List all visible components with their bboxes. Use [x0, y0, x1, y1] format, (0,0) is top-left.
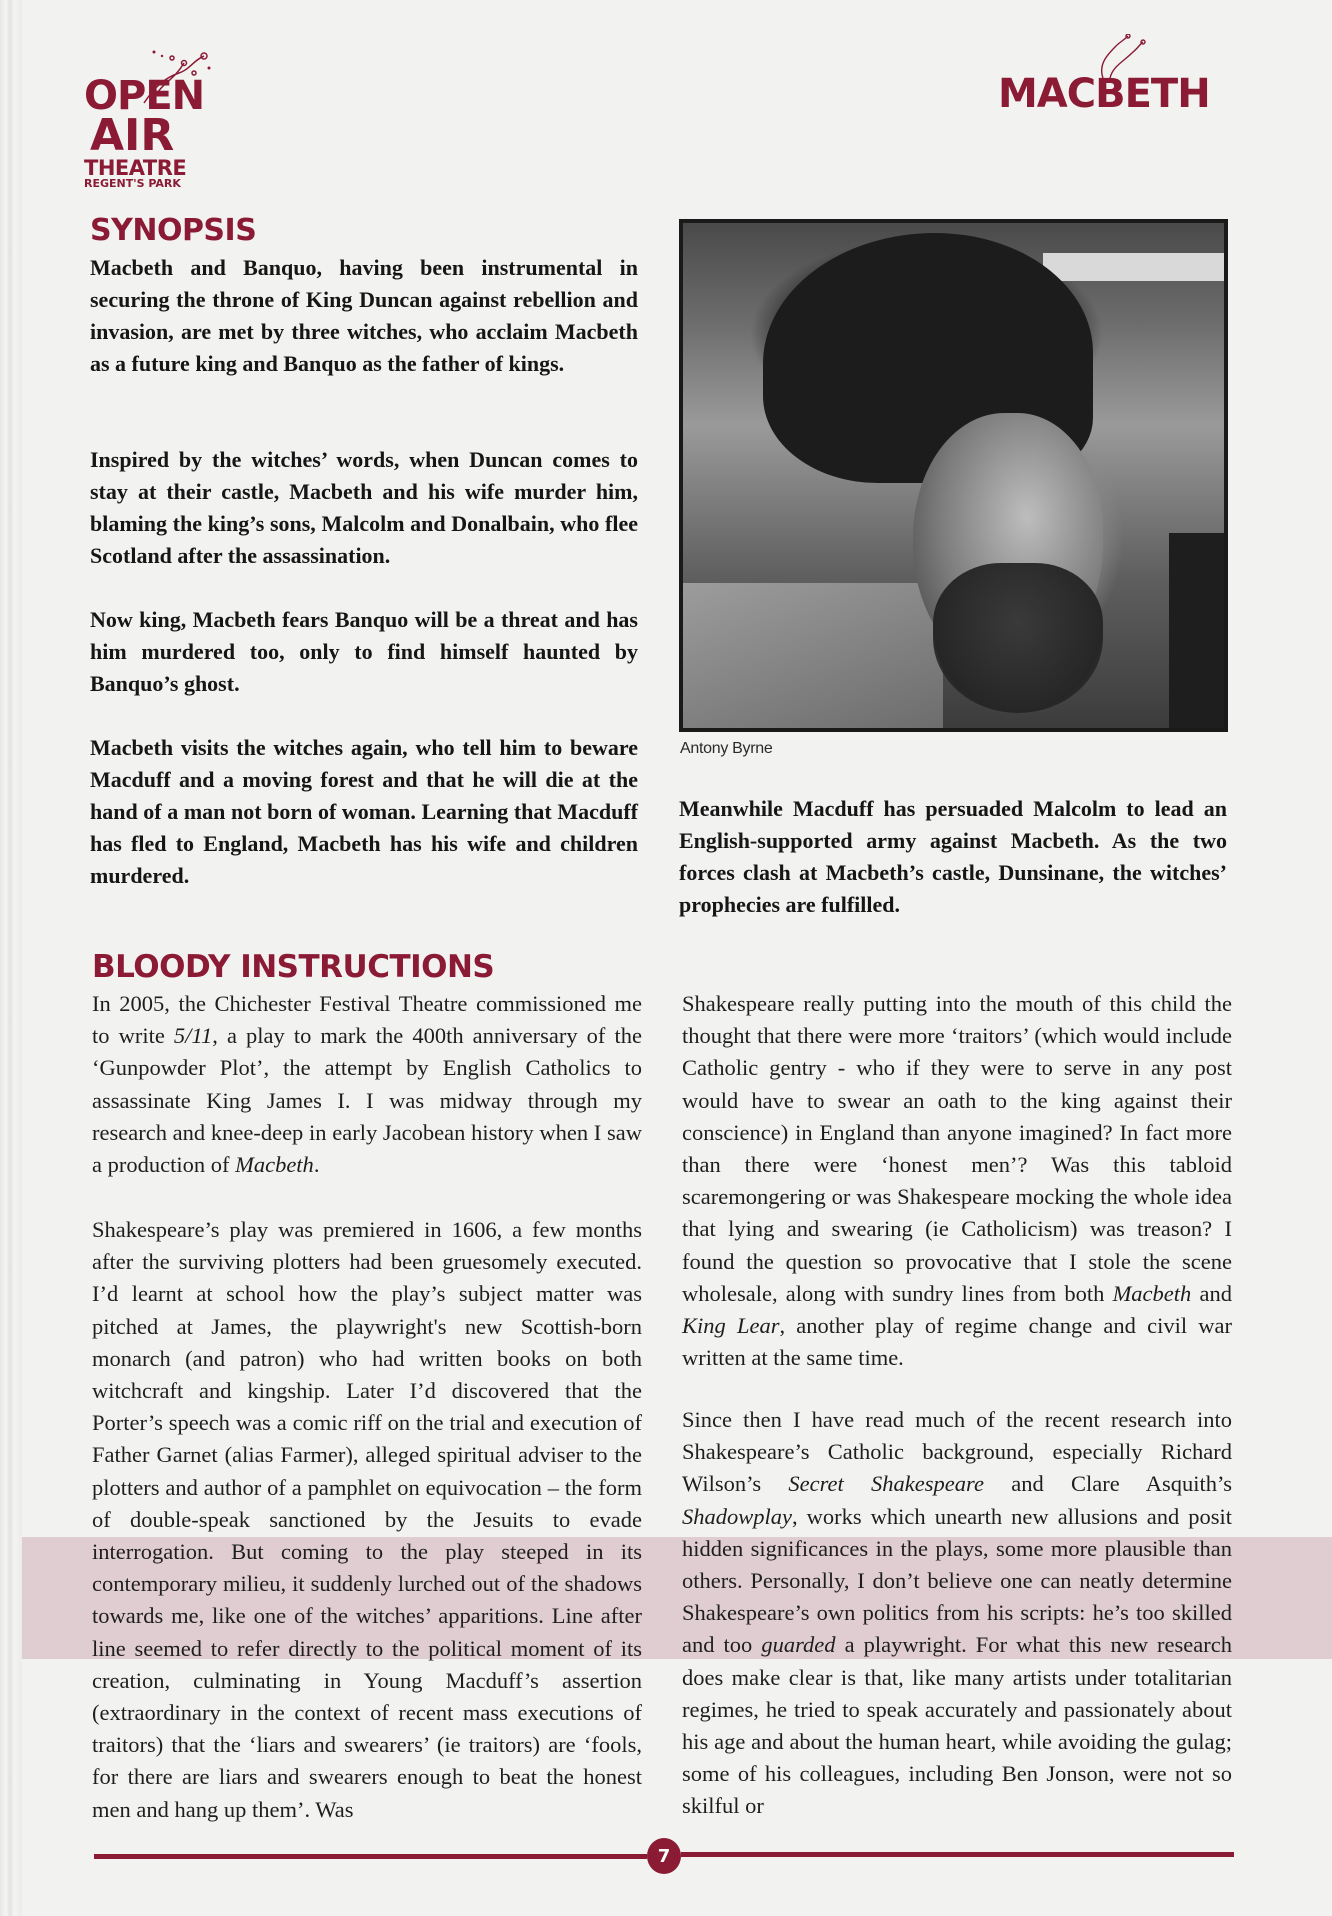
logo-line-open: OPEN: [84, 73, 205, 119]
page-edge: [0, 0, 22, 1916]
open-air-theatre-logo: [84, 52, 214, 190]
actor-photo: [679, 219, 1228, 732]
page-number: 7: [647, 1838, 681, 1874]
synopsis-paragraph-3: Now king, Macbeth fears Banquo will be a threat and has him murdered too, only to find himself haunted by Banquo’s ghost.: [90, 607, 638, 696]
logo-line-regents-park: REGENT'S PARK: [84, 177, 181, 190]
logo-line-air: AIR: [90, 110, 175, 161]
book-title: Secret Shakespeare: [788, 1471, 984, 1497]
synopsis-paragraph-2: Inspired by the witches’ words, when Duncan comes to stay at their castle, Macbeth and his wife murder him, blaming the king’s sons, Malcolm and Donalbain, who flee Scotland after the assassination.: [90, 447, 638, 568]
play-title: Macbeth: [235, 1152, 314, 1178]
macbeth-title: MACBETH: [998, 71, 1210, 117]
logo-line-theatre: THEATRE: [84, 156, 187, 180]
article-paragraph-1: In 2005, the Chichester Festival Theatre commissioned me to write 5/11, a play to mark the 400th anniversary of the ‘Gunpowder Plot’, the attempt by English Catholics to assassinate King James I. I was midway through my research and knee-deep in early Jacobean history when I saw a production of Macbeth.: [92, 991, 642, 1178]
emphasis: guarded: [761, 1632, 836, 1658]
footer-rule-left: [94, 1854, 647, 1859]
flourish-icon: [1088, 34, 1148, 79]
play-title: Macbeth: [1112, 1280, 1192, 1306]
article-paragraph-2: Shakespeare’s play was premiered in 1606, a few months after the surviving plotters had been gruesomely executed. I’d learnt at school how the play’s subject matter was pitched at James, the playwright's new Scottish-born monarch (and patron) who had written books on both witchcraft and kingship. Later I’d discovered that the Porter’s speech was a comic riff on the trial and execution of Father Garnet (alias Farmer), alleged spiritual adviser to the plotters and author of a pamphlet on equivocation – the form of double-speak sanctioned by the Jesuits to evade interrogation. But coming to the play steeped in its contemporary milieu, it suddenly lurched out of the shadows towards me, like one of the witches’ apparitions. Line after line seemed to refer directly to the political moment of its creation, culminating in Young Macduff’s assertion (extraordinary in the context of recent mass executions of traitors) that the ‘liars and swearers’ (ie traitors) are ‘fools, for there are liars and swearers enough to beat the honest men and hang up them’. Was: [92, 1217, 642, 1822]
article-paragraph-4: Since then I have read much of the recent research into Shakespeare’s Catholic background, especially Richard Wilson’s Secret Shakespeare and Clare Asquith’s Shadowplay, works which unearth new allusions and posit hidden significances in the plays, some more plausible than others. Personally, I don’t believe one can neatly determine Shakespeare’s own politics from his scripts: he’s too skilled and too guarded a playwright. For what this new research does make clear is that, like many artists under totalitarian regimes, he tried to speak accurately and passionately about his age and about the human heart, while avoiding the gulag; some of his colleagues, including Ben Jonson, were not so skilful or: [682, 1407, 1233, 1819]
synopsis-paragraph-1: Macbeth and Banquo, having been instrumental in securing the throne of King Duncan against rebellion and invasion, are met by three witches, who acclaim Macbeth as a future king and Banquo as the father of kings.: [90, 255, 638, 376]
synopsis-paragraph-5: Meanwhile Macduff has persuaded Malcolm to lead an English-supported army against Macbeth. As the two forces clash at Macbeth’s castle, Dunsinane, the witches’ prophecies are fulfilled.: [679, 796, 1227, 917]
play-title: 5/11: [173, 1023, 213, 1049]
book-title: Shadowplay: [682, 1503, 792, 1529]
synopsis-paragraph-4: Macbeth visits the witches again, who tell him to beware Macduff and a moving forest and that he will die at the hand of a man not born of woman. Learning that Macduff has fled to England, Macbeth has his wife and children murdered.: [90, 735, 638, 888]
article-paragraph-3: Shakespeare really putting into the mouth of this child the thought that there were more ‘traitors’ (which would include Catholic gentry - who if they were to serve in any post would have to swear an oath to the king against their conscience) in England than anyone imagined? In fact more than there were ‘honest men’? Was this tabloid scaremongering or was Shakespeare mocking the whole idea that lying and swearing (ie Catholicism) was treason? I found the question so provocative that I stole the scene wholesale, along with sundry lines from both Macbeth and King Lear, another play of regime change and civil war written at the same time.: [682, 991, 1232, 1371]
footer-rule-right: [681, 1852, 1234, 1857]
play-title: King Lear: [682, 1313, 780, 1339]
macbeth-logo: [998, 71, 1210, 117]
photo-caption: Antony Byrne: [680, 740, 773, 757]
bloody-instructions-heading: BLOODY INSTRUCTIONS: [92, 949, 495, 985]
synopsis-heading: SYNOPSIS: [90, 213, 257, 248]
